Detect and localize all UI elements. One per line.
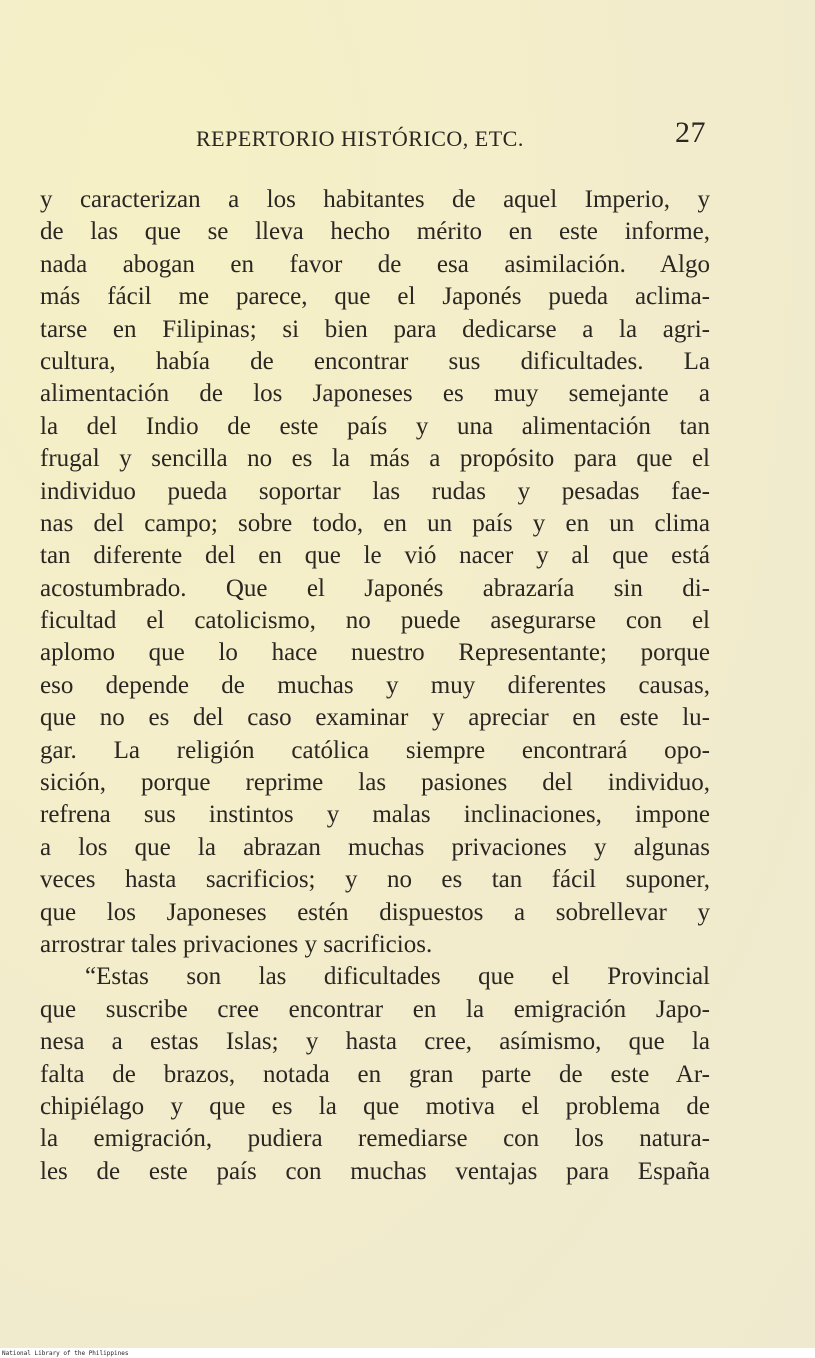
text-line: cultura, había de encontrar sus dificultades. La [40, 347, 710, 375]
text-line: ficultad el catolicismo, no puede asegurarse con el [40, 607, 710, 635]
text-line: aplomo que lo hace nuestro Representante; porque [40, 639, 710, 667]
text-line: tan diferente del en que le vió nacer y al que está [40, 542, 710, 570]
text-line: veces hasta sacrificios; y no es tan fácil suponer, [40, 866, 710, 894]
page-number: 27 [675, 116, 706, 149]
text-line: más fácil me parece, que el Japonés pueda aclima- [40, 283, 710, 311]
text-line: nada abogan en favor de esa asimilación. Algo [40, 250, 710, 278]
text-line: la del Indio de este país y una alimentación tan [40, 412, 710, 440]
text-line: falta de brazos, notada en gran parte de este Ar- [40, 1060, 710, 1088]
text-line: nas del campo; sobre todo, en un país y en un clima [40, 509, 710, 537]
running-title: REPERTORIO HISTÓRICO, ETC. [196, 126, 524, 151]
text-line: a los que la abrazan muchas privaciones y algunas [40, 833, 710, 861]
footer-credit: National Library of the Philippines [2, 1350, 129, 1357]
text-line: eso depende de muchas y muy diferentes causas, [40, 671, 710, 699]
text-line: chipiélago y que es la que motiva el problema de [40, 1092, 710, 1120]
text-line: de las que se lleva hecho mérito en este informe, [40, 218, 710, 246]
text-line: frugal y sencilla no es la más a propósito para que el [40, 445, 710, 473]
text-line: la emigración, pudiera remediarse con los natura- [40, 1125, 710, 1153]
running-head [196, 116, 714, 156]
text-line: “Estas son las dificultades que el Provincial [85, 963, 710, 991]
text-line: tarse en Filipinas; si bien para dedicarse a la agri- [40, 315, 710, 343]
text-line: que los Japoneses estén dispuestos a sobrellevar y [40, 898, 710, 926]
text-line: nesa a estas Islas; y hasta cree, asímismo, que la [40, 1028, 710, 1056]
body-text [40, 184, 710, 1188]
text-line: que suscribe cree encontrar en la emigración Japo- [40, 995, 710, 1023]
text-line: sición, porque reprime las pasiones del individuo, [40, 769, 710, 797]
text-line: les de este país con muchas ventajas para España [40, 1157, 710, 1185]
text-line: que no es del caso examinar y apreciar en este lu- [40, 704, 710, 732]
text-line: y caracterizan a los habitantes de aquel Imperio, y [40, 186, 710, 213]
text-line: alimentación de los Japoneses es muy semejante a [40, 380, 710, 408]
text-line: arrostrar tales privaciones y sacrificios. [40, 930, 433, 958]
text-line: refrena sus instintos y malas inclinaciones, impone [40, 801, 710, 829]
text-line: acostumbrado. Que el Japonés abrazaría sin di- [40, 574, 710, 602]
text-line: individuo pueda soportar las rudas y pesadas fae- [40, 477, 710, 505]
text-line: gar. La religión católica siempre encontrará opo- [40, 736, 710, 764]
